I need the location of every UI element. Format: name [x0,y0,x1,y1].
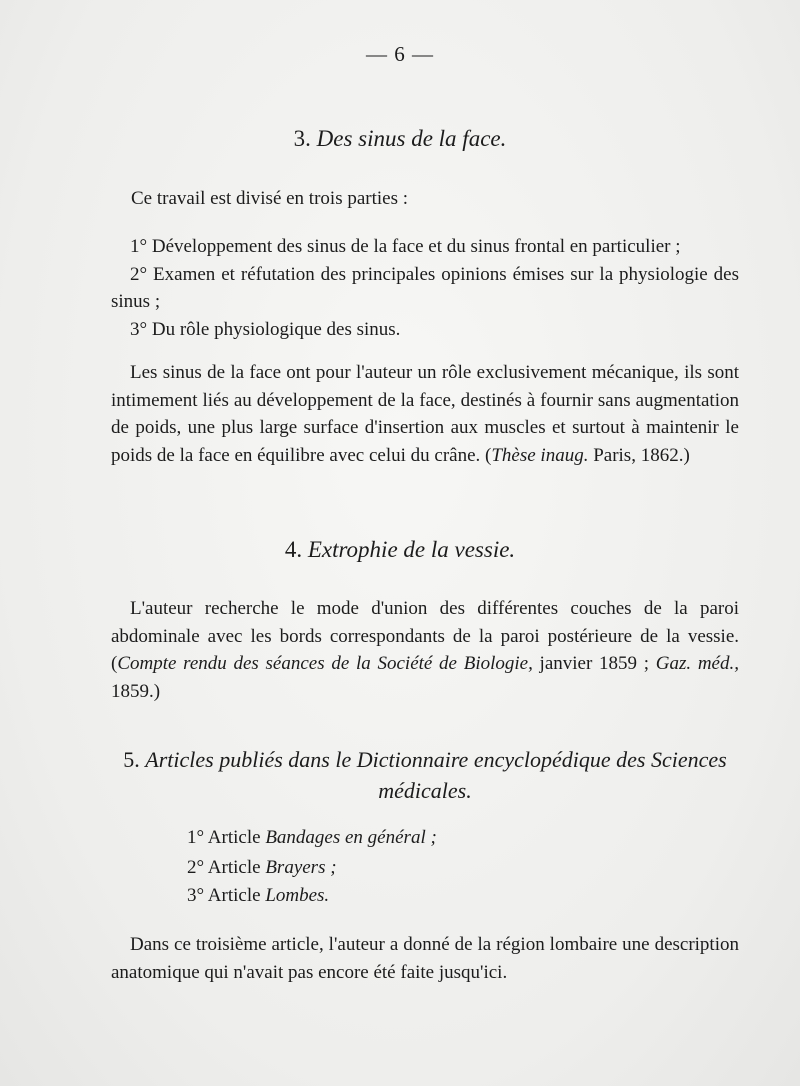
list-item: 1° Développement des sinus de la face et du sinus frontal en particulier ; [130,236,681,257]
section-4-reference-1-source: Compte rendu des séances de la Société de Biologie, [117,653,533,674]
list-item-prefix: 3° Article [187,885,266,906]
section-4-body [111,595,739,705]
section-5-body: Dans ce troisième article, l'auteur a donné de la région lombaire une description anatomique qui n'avait pas encore été faite jusqu'ici. [111,934,739,983]
list-item-prefix: 2° Article [187,857,266,878]
section-4-heading [0,537,800,563]
list-item-title: Lombes. [265,885,330,906]
list-item-title: Brayers ; [265,857,337,878]
section-4-title: Extrophie de la vessie. [307,537,516,562]
section-4-reference-1-date: janvier 1859 ; [532,653,656,674]
section-5-heading [111,744,739,806]
list-item [187,827,437,849]
section-3-title: Des sinus de la face. [316,126,507,151]
list-item [187,857,337,879]
list-item [187,885,329,907]
section-3-heading [0,126,800,152]
page-number: — 6 — [366,42,434,66]
section-4-body-text: L'auteur recherche le mode d'union des différentes couches de la paroi abdominale avec les bords correspondants de la paroi postérieure de la vessie. ( [111,598,739,674]
section-3-body [111,359,739,469]
section-4-number: 4. [284,537,303,562]
list-item: 2° Examen et réfutation des principales opinions émises sur la physiologie des sinus ; [111,263,739,312]
section-3-list [111,233,739,343]
section-4-reference-2-date: 1859.) [111,680,161,702]
section-4-reference-2-source: Gaz. méd., [655,653,739,674]
list-item-title: Bandages en général ; [265,827,437,848]
section-3-body-text: Les sinus de la face ont pour l'auteur un rôle exclusivement mécanique, ils sont intimement liés au développement de la face, destinés à fournir sans augmentation de poids, une plus large surface d'insertion aux muscles et surtout à maintenir le poids de la face en équilibre avec celui du crâne. ( [111,362,739,466]
section-3-number: 3. [293,126,311,151]
list-item-prefix: 1° Article [187,827,266,848]
list-item: 3° Du rôle physiologique des sinus. [130,318,401,340]
section-3-reference-source: Thèse inaug. [491,444,589,466]
section-5-title: Articles publiés dans le Dictionnaire encyclopédique des Sciences médicales. [145,747,727,803]
section-3-reference-date: Paris, 1862.) [588,444,690,466]
section-5-number: 5. [123,747,140,772]
section-3-intro: Ce travail est divisé en trois parties : [131,188,409,209]
